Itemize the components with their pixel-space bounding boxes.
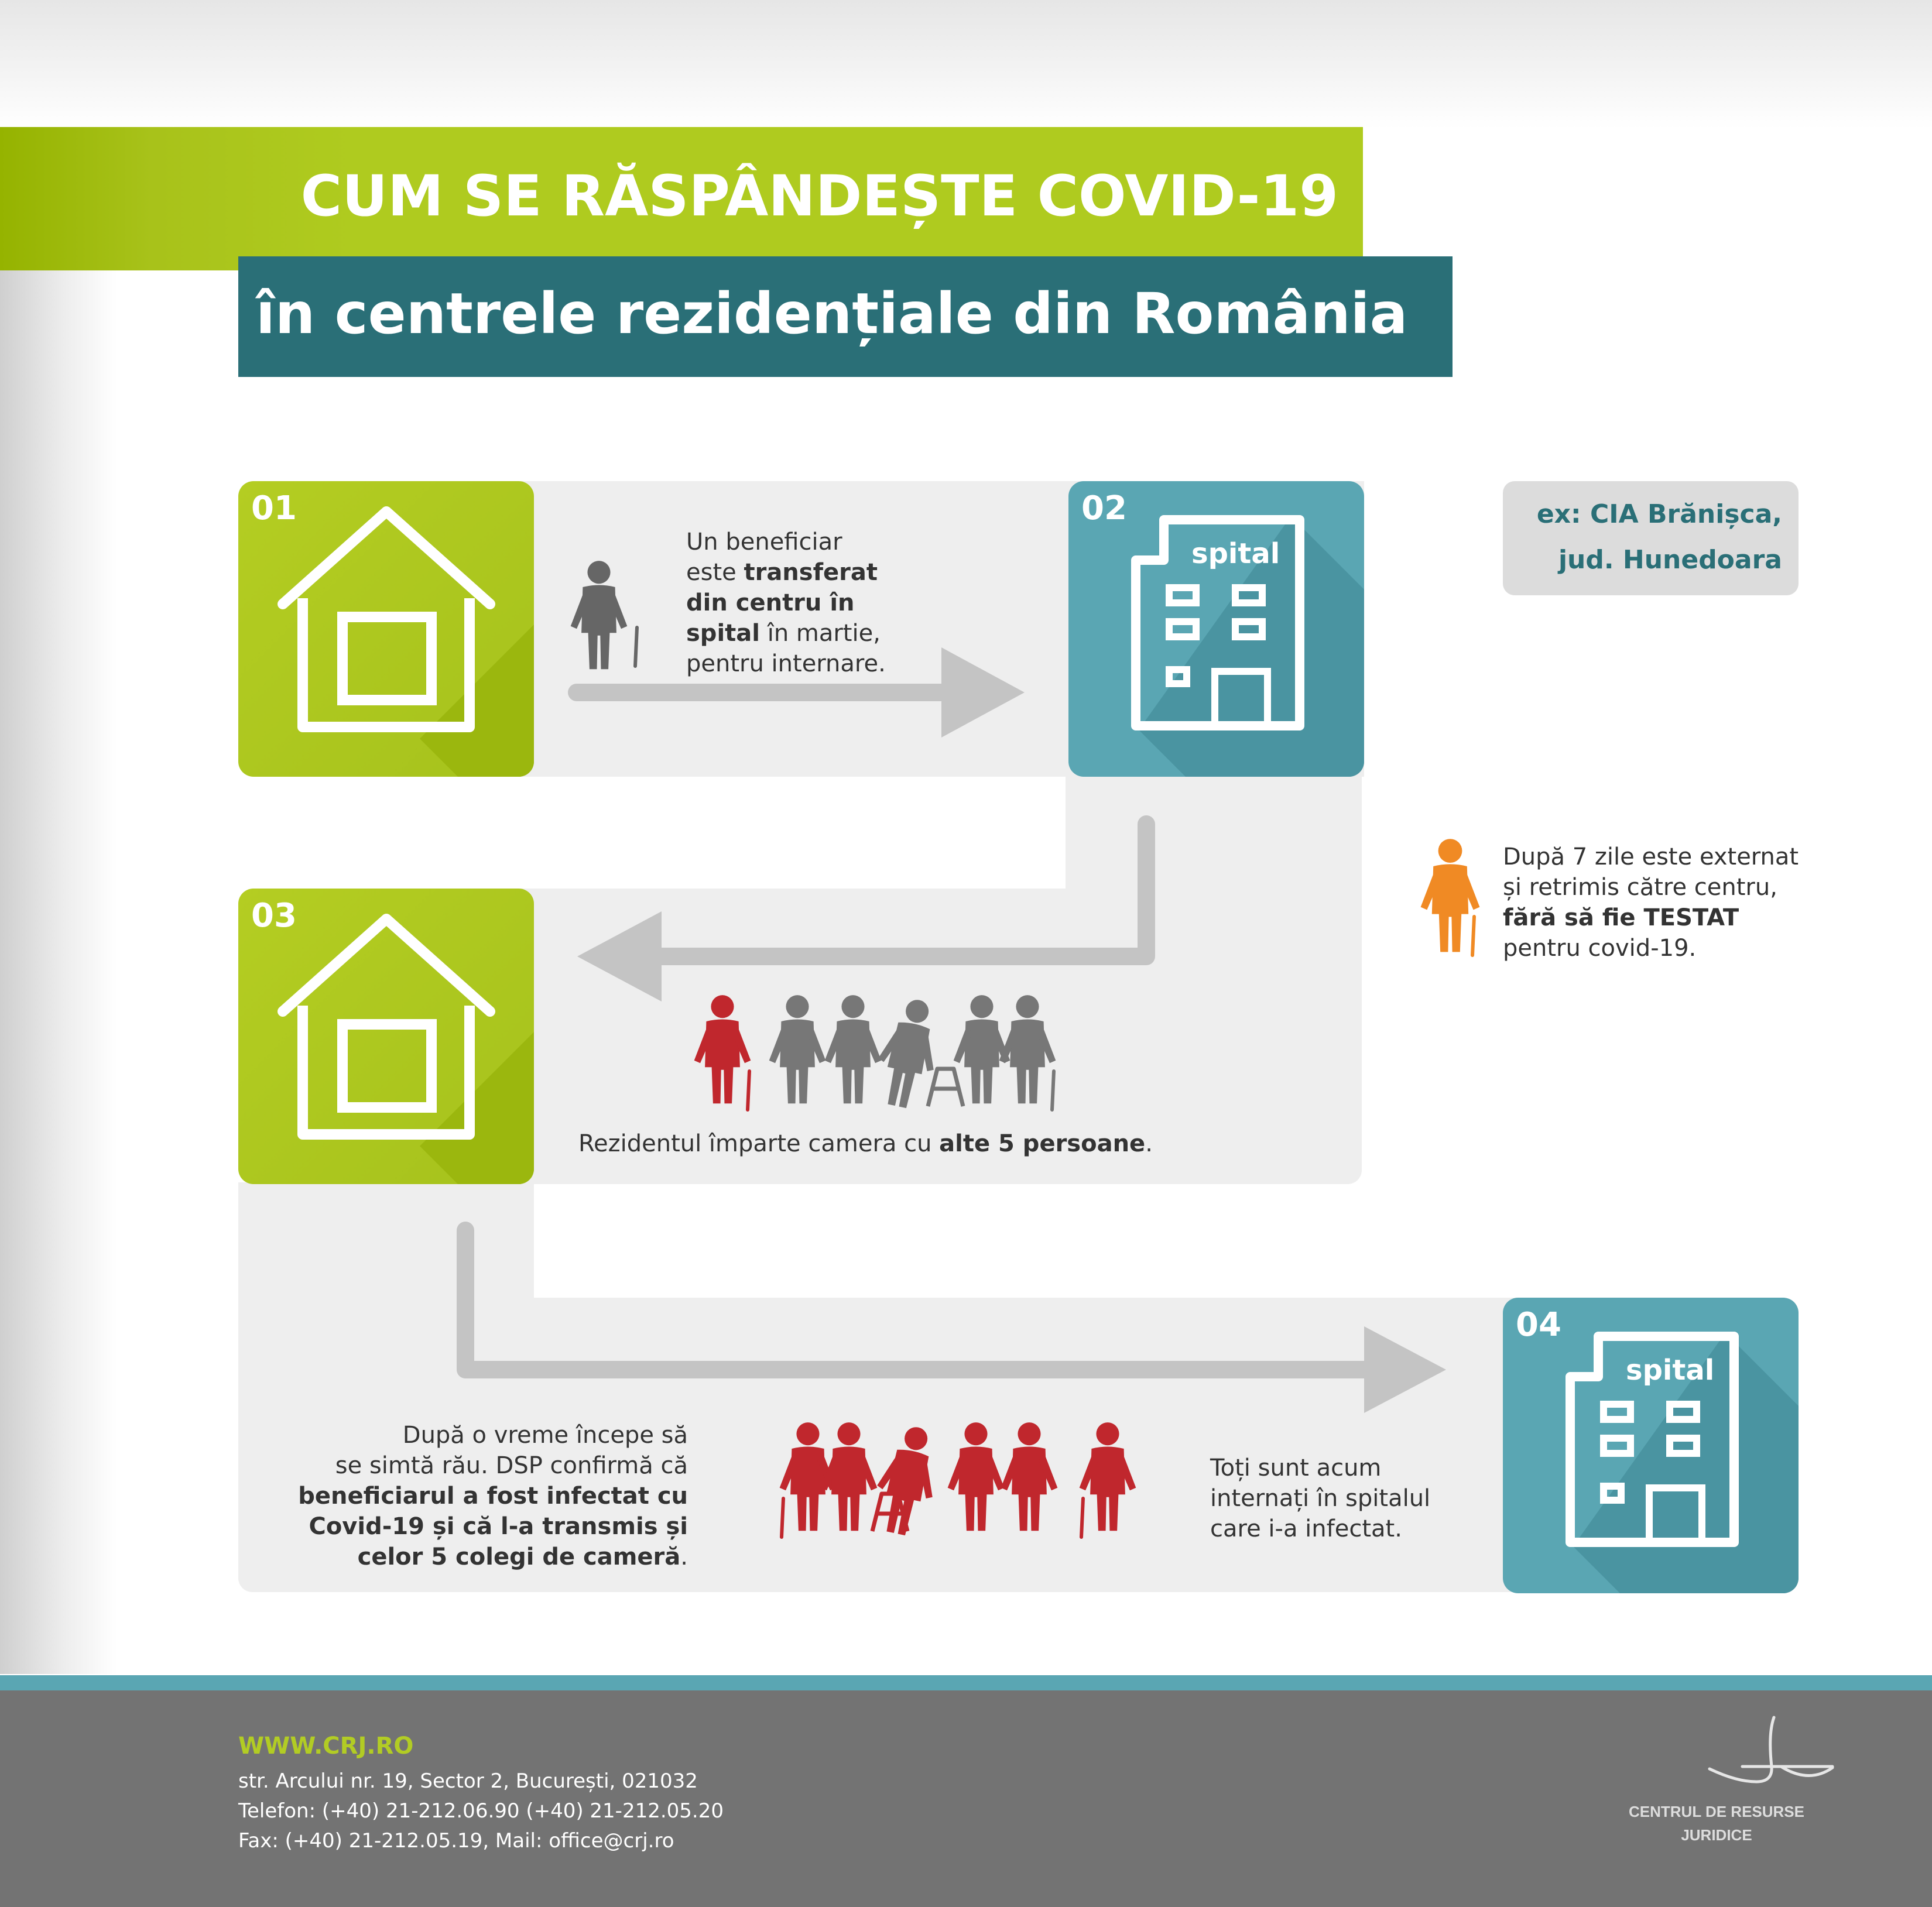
- footer-fax-mail: Fax: (+40) 21-212.05.19, Mail: office@crj.ro: [238, 1829, 674, 1853]
- step-5-text: Toți sunt acum internați în spitalul care i-a infectat.: [1210, 1455, 1431, 1542]
- roommate-figures: [769, 994, 1056, 1112]
- step-number: 01: [251, 489, 297, 527]
- step-1-text: Un beneficiar este transferat din centru în spital în martie, pentru internare.: [686, 529, 886, 677]
- hospital-label: spital: [1191, 537, 1280, 570]
- step-number: 02: [1081, 489, 1127, 527]
- org-logo-icon: [1686, 1710, 1838, 1792]
- example-line-2: jud. Hunedoara: [1558, 545, 1782, 575]
- step-3-text: Rezidentul împarte camera cu alte 5 persoane.: [578, 1130, 1153, 1157]
- infected-group: [780, 1422, 1136, 1539]
- step-4-text: După o vreme începe să se simtă rău. DSP confirmă că beneficiarul a fost infectat cu Covid-19 și că l-a transmis și celor 5 colegi de cameră.: [298, 1422, 688, 1570]
- footer-accent-line: [0, 1675, 1932, 1690]
- page-title: CUM SE RĂSPÂNDEȘTE COVID-19: [300, 163, 1338, 229]
- page-subtitle: în centrele rezidențiale din România: [256, 281, 1408, 347]
- footer-phone: Telefon: (+40) 21-212.06.90 (+40) 21-212.05.20: [238, 1799, 724, 1823]
- patient-figure: [571, 561, 637, 669]
- example-line-1: ex: CIA Brănișca,: [1536, 499, 1782, 529]
- org-name-line-1: CENTRUL DE RESURSE: [1628, 1803, 1804, 1820]
- hospital-label: spital: [1626, 1354, 1715, 1387]
- infected-patient-figure: [694, 995, 751, 1110]
- step-number: 03: [251, 897, 297, 935]
- org-name-line-2: JURIDICE: [1681, 1826, 1752, 1844]
- roommates-group: [694, 994, 1056, 1112]
- discharged-patient-figure: [1421, 839, 1480, 955]
- step-number: 04: [1516, 1306, 1561, 1344]
- footer: [0, 1690, 1932, 1907]
- step-2-text: După 7 zile este externat și retrimis către centru, fără să fie TESTAT pentru covid-19.: [1503, 843, 1799, 962]
- footer-address: str. Arcului nr. 19, Sector 2, București, 021032: [238, 1769, 698, 1793]
- footer-website-link[interactable]: WWW.CRJ.RO: [238, 1733, 414, 1759]
